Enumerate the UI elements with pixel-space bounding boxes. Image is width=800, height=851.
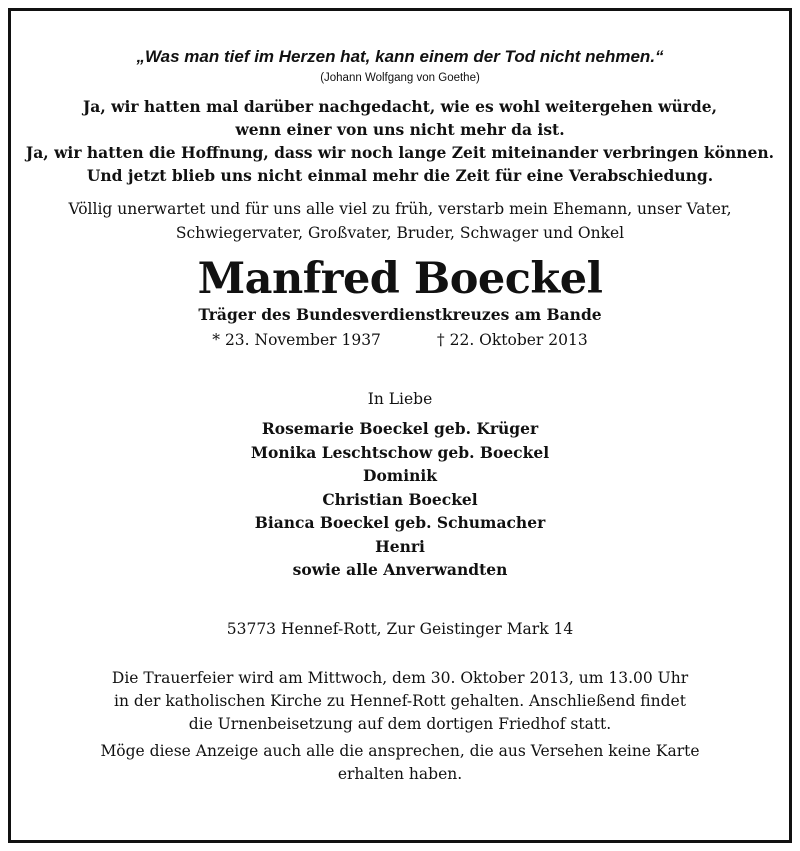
intro-line: Ja, wir hatten die Hoffnung, dass wir noch lange Zeit miteinander verbringen können. [25, 143, 775, 162]
mourner-name: Bianca Boeckel geb. Schumacher [254, 513, 546, 532]
family-address: 53773 Hennef-Rott, Zur Geistinger Mark 14 [226, 619, 574, 638]
announcement-line: Völlig unerwartet und für uns alle viel zu früh, verstarb mein Ehemann, unser Vater, [68, 200, 732, 218]
service-line: in der katholischen Kirche zu Hennef-Rott gehalten. Anschließend findet [114, 691, 686, 710]
quote-source: (Johann Wolfgang von Goethe) [320, 72, 480, 84]
intro-text [11, 95, 789, 187]
mourner-name: Rosemarie Boeckel geb. Krüger [261, 419, 539, 438]
mourner-name: Dominik [363, 466, 437, 485]
mourner-name: Henri [375, 536, 425, 556]
mourner-name: Monika Leschtschow geb. Boeckel [250, 442, 550, 462]
deceased-name: Manfred Boeckel [197, 254, 603, 304]
goethe-quote: „Was man tief im Herzen hat, kann einem der Tod nicht nehmen.“ [136, 47, 664, 66]
birth-date: * 23. November 1937 [212, 331, 381, 349]
closing-note [11, 740, 789, 786]
note-line: Möge diese Anzeige auch alle die ansprechen, die aus Versehen keine Karte [100, 741, 700, 760]
obituary-notice [11, 11, 789, 786]
mourners-list [11, 417, 789, 582]
in-love-heading: In Liebe [367, 390, 433, 408]
intro-line: wenn einer von uns nicht mehr da ist. [235, 120, 565, 139]
mourner-name: Christian Boeckel [322, 489, 478, 509]
mourner-name: sowie alle Anverwandten [292, 560, 508, 579]
funeral-service-info [11, 667, 789, 736]
service-line: die Urnenbeisetzung auf dem dortigen Friedhof statt. [188, 714, 612, 733]
life-dates [11, 329, 789, 351]
intro-line: Und jetzt blieb uns nicht einmal mehr die Zeit für eine Verabschiedung. [86, 166, 714, 185]
service-line: Die Trauerfeier wird am Mittwoch, dem 30. Oktober 2013, um 13.00 Uhr [111, 668, 689, 687]
announcement-text [11, 197, 789, 245]
intro-line: Ja, wir hatten mal darüber nachgedacht, wie es wohl weitergehen würde, [82, 97, 718, 116]
announcement-line: Schwiegervater, Großvater, Bruder, Schwager und Onkel [175, 224, 625, 242]
deceased-honor: Träger des Bundesverdienstkreuzes am Bande [198, 305, 602, 324]
death-date: † 22. Oktober 2013 [436, 331, 588, 349]
note-line: erhalten haben. [337, 764, 463, 783]
